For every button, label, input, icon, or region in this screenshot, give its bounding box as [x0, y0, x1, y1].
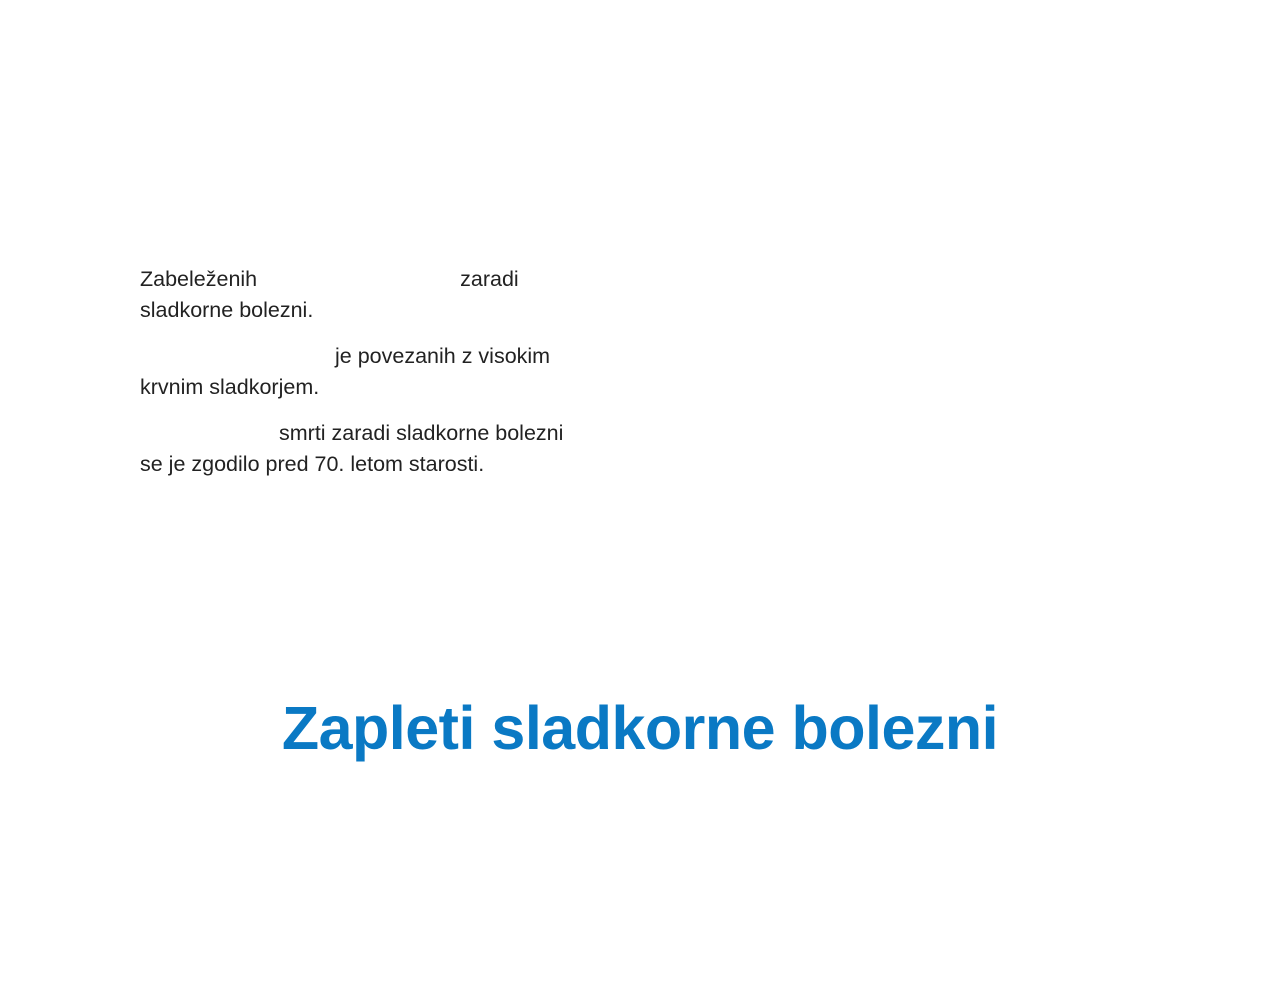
stat-text-end: smrti zaradi sladkorne bolezni — [279, 421, 564, 445]
stat-line — [140, 418, 620, 449]
stat-item-recorded-deaths — [140, 264, 620, 326]
stat-line-continued: krvnim sladkorjem. — [140, 375, 320, 399]
stat-text-start: Zabeleženih — [140, 267, 258, 291]
stat-item-premature-deaths — [140, 418, 620, 480]
stat-line-continued: sladkorne bolezni. — [140, 298, 314, 322]
stat-text-end: je povezanih z visokim — [335, 344, 551, 368]
stat-item-high-blood-sugar — [140, 341, 620, 403]
stat-line — [140, 341, 620, 372]
stat-line — [140, 264, 620, 295]
section-title: Zapleti sladkorne bolezni — [281, 694, 999, 762]
diabetes-stats-list — [140, 264, 620, 495]
stat-line-continued: se je zgodilo pred 70. letom starosti. — [140, 452, 485, 476]
stat-text-end: zaradi — [460, 267, 519, 291]
